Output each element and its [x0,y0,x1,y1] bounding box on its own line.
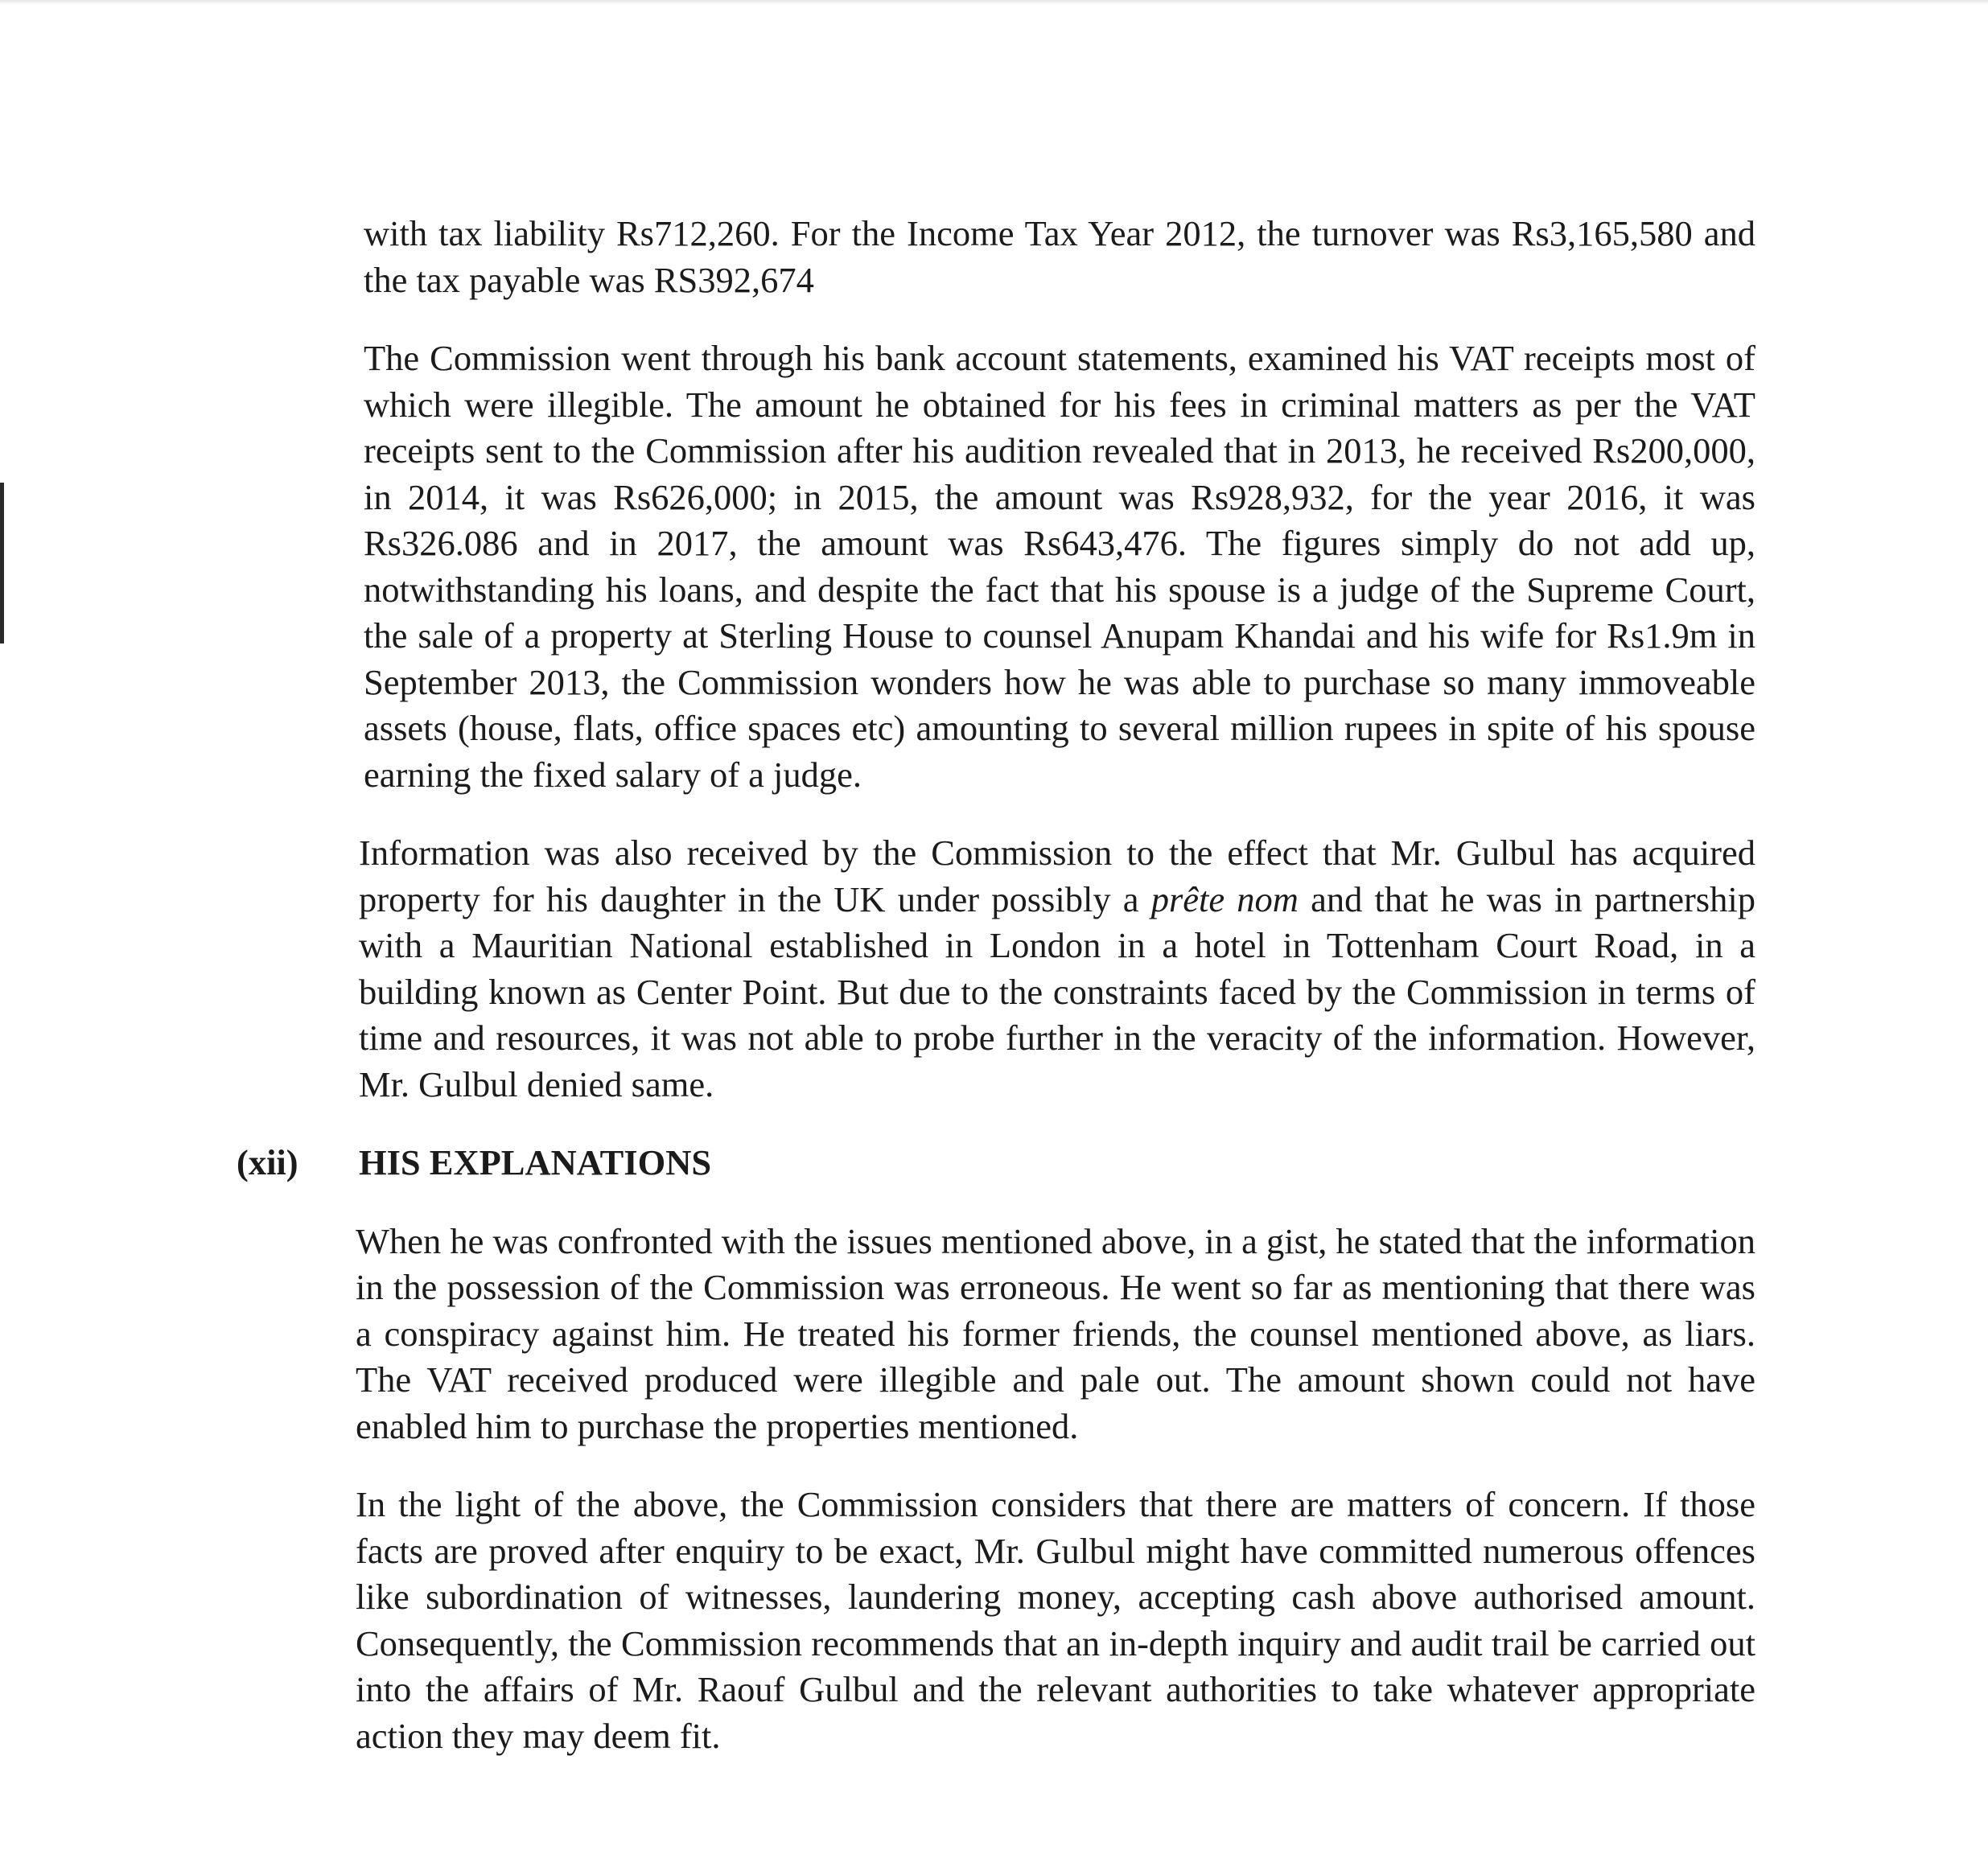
section-title: HIS EXPLANATIONS [359,1142,712,1182]
paragraph-uk-property-italic: prête nom [1150,878,1299,919]
paragraph-uk-property-text-1: Information was also received by the Commission to the effect that Mr. Gulbul has acquired property for his daughter in the UK under possibly a [359,833,1755,919]
paragraph-recommendation: In the light of the above, the Commission considers that there are matters of concern. If those facts are proved after enquiry to be exact, Mr. Gulbul might have committed numerous offences like subordination of witnesses, laundering money, accepting cash above authorised amount. Consequently, the Commission recommends that an in-depth inquiry and audit trail be carried out into the affairs of Mr. Raouf Gulbul and the relevant authorities to take whatever appropriate action they may deem fit. [356,1484,1755,1756]
paragraph-vat-receipts: The Commission went through his bank account statements, examined his VAT receipts most of which were illegible. The amount he obtained for his fees in criminal matters as per the VAT receipts sent to the Commission after his audition revealed that in 2013, he received Rs200,000, in 2014, it was Rs626,000; in 2015, the amount was Rs928,932, for the year 2016, it was Rs326.086 and in 2017, the amount was Rs643,476. The figures simply do not add up, notwithstanding his loans, and despite the fact that his spouse is a judge of the Supreme Court, the sale of a property at Sterling House to counsel Anupam Khandai and his wife for Rs1.9m in September 2013, the Commission wonders how he was able to purchase so many immoveable assets (house, flats, office spaces etc) amounting to several million rupees in spite of his spouse earning the fixed salary of a judge. [364,338,1755,795]
paragraph-uk-property [359,830,1755,1108]
paragraph-explanations: When he was confronted with the issues mentioned above, in a gist, he stated that the information in the possession of the Commission was erroneous. He went so far as mentioning that there was a conspiracy against him. He treated his former friends, the counsel mentioned above, as liars. The VAT received produced were illegible and pale out. The amount shown could not have enabled him to purchase the properties mentioned. [356,1220,1755,1446]
scan-left-edge-mark [0,483,4,644]
paragraph-uk-property-text-2: and that he was in partnership with a Mauritian National established in London in a hotel in Tottenham Court Road, in a building known as Center Point. But due to the constraints faced by the Commission in terms of time and resources, it was not able to probe further in the veracity of the information. However, Mr. Gulbul denied same. [359,878,1755,1104]
paragraph-tax-liability: with tax liability Rs712,260. For the Income Tax Year 2012, the turnover was Rs3,165,580 and the tax payable was RS392,674 [364,213,1755,300]
document-body [237,211,1755,1791]
section-body [356,1219,1755,1760]
scan-top-edge [0,0,1988,5]
section-heading [237,1140,1755,1186]
section-number: (xii) [237,1142,298,1182]
